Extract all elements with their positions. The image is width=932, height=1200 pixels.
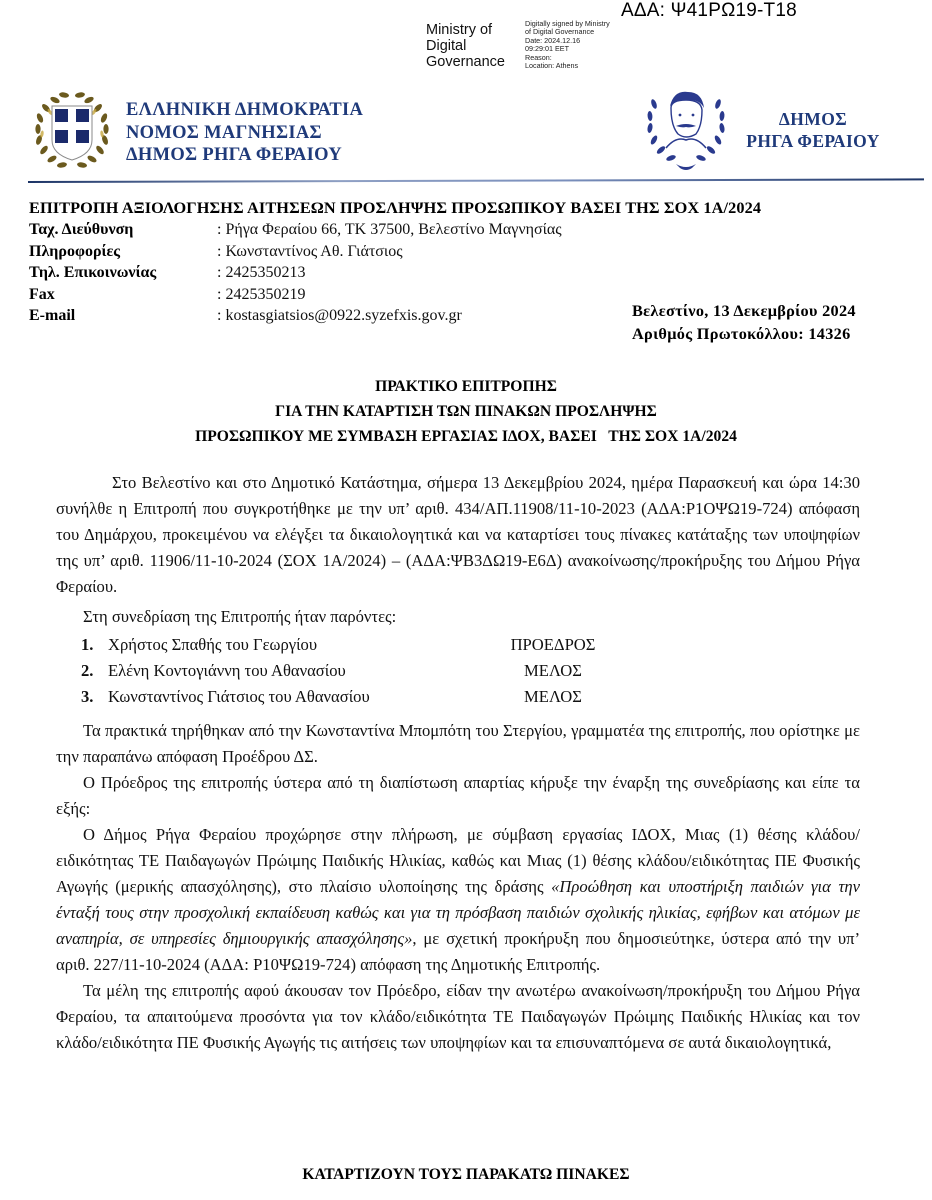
contact-value: : Κωνσταντίνος Αθ. Γιάτσιος <box>217 242 403 260</box>
contact-label: E-mail <box>29 307 76 325</box>
member-number: 2. <box>81 661 94 680</box>
contact-row-email <box>29 305 562 327</box>
place-date: Βελεστίνο, 13 Δεκεμβρίου 2024 <box>632 301 856 320</box>
paragraph-quorum: Ο Πρόεδρος της επιτροπής ύστερα από τη διαπίστωση απαρτίας κήρυξε την έναρξη της συνεδρίασης και είπε τα εξής: <box>56 773 860 818</box>
contact-value: : 2425350213 <box>217 264 306 282</box>
header-divider <box>28 178 924 183</box>
municipality-brand-line: ΔΗΜΟΣ <box>778 109 848 129</box>
signature-ministry-line: Ministry of <box>426 22 493 38</box>
title-line: ΠΡΑΚΤΙΚΟ ΕΠΙΤΡΟΠΗΣ <box>375 378 557 395</box>
committee-title: ΕΠΙΤΡΟΠΗ ΑΞΙΟΛΟΓΗΣΗΣ ΑΙΤΗΣΕΩΝ ΠΡΟΣΛΗΨΗΣ ΠΡΟΣΩΠΙΚΟΥ ΒΑΣΕΙ ΤΗΣ ΣΟΧ 1Α/2024 <box>29 198 762 217</box>
contact-value: : Ρήγα Φεραίου 66, ΤΚ 37500, Βελεστίνο Μαγνησίας <box>217 221 562 238</box>
member-number: 3. <box>81 687 94 706</box>
contact-row-address <box>29 219 562 241</box>
contact-row-fax <box>29 284 562 306</box>
contact-value: : 2425350219 <box>217 285 306 303</box>
contact-label: Τηλ. Επικοινωνίας <box>29 264 157 282</box>
member-row <box>81 658 860 684</box>
contact-info <box>29 219 562 327</box>
member-role: ΜΕΛΟΣ <box>524 661 582 680</box>
member-role: ΜΕΛΟΣ <box>524 687 582 706</box>
rigas-feraios-municipality-logo-icon <box>640 86 732 172</box>
protocol-number: Αριθμός Πρωτοκόλλου: 14326 <box>632 324 851 343</box>
signature-detail-line: Reason: <box>525 52 552 62</box>
position-text: Ο Δήμος Ρήγα Φεραίου προχώρησε στην πλήρωση, με σύμβαση εργασίας ΙΔΟΧ, Μιας (1) θέσης κλάδου/ειδικότητας ΤΕ Παιδαγωγών Πρώιμης Παιδικής Ηλικίας, καθώς και Μιας (1) θέσης κλάδου/ειδικότητας ΠΕ Φυσικής Αγωγής (μερικής απασχόλησης), στο πλαίσιο υλοποίησης της δράσης <box>56 825 860 896</box>
signature-ministry-line: Governance <box>426 54 505 70</box>
contact-label: Ταχ. Διεύθυνση <box>29 221 134 238</box>
member-name: Ελένη Κοντογιάννη του Αθανασίου <box>108 661 346 680</box>
member-number: 1. <box>81 635 94 654</box>
present-intro: Στη συνεδρίαση της Επιτροπής ήταν παρόντες: <box>83 607 397 626</box>
date-protocol-block <box>632 299 856 345</box>
member-role: ΠΡΟΕΔΡΟΣ <box>510 635 596 654</box>
signature-detail-line: Date: 2024.12.16 <box>525 35 581 45</box>
paragraph-position-details <box>56 822 860 978</box>
position-text-end: , με σχετική προκήρυξη που δημοσιεύτηκε, ύστερα από την υπ’ αριθ. 227/11-10-2024 (ΑΔΑ: Ρ10ΨΩ19-724) απόφαση της Δημοτικής Επιτροπής. <box>56 929 860 974</box>
paragraph-secretary: Τα πρακτικά τηρήθηκαν από την Κωνσταντίνα Μπομπότη του Στεργίου, γραμματέα της επιτροπής, που ορίστηκε με την παραπάνω απόφαση Προέδρου ΔΣ. <box>56 721 860 766</box>
member-name: Κωνσταντίνος Γιάτσιος του Αθανασίου <box>108 687 370 706</box>
document-body <box>56 470 860 1056</box>
contact-row-information <box>29 241 562 263</box>
greek-coat-of-arms-icon <box>30 88 114 172</box>
contact-label: Fax <box>29 285 55 303</box>
title-line: ΓΙΑ ΤΗΝ ΚΑΤΑΡΤΙΣΗ ΤΩΝ ΠΙΝΑΚΩΝ ΠΡΟΣΛΗΨΗΣ <box>275 403 657 420</box>
paragraph-review: Τα μέλη της επιτροπής αφού άκουσαν τον Πρόεδρο, είδαν την ανωτέρω ανακοίνωση/προκήρυξη του Δήμου Ρήγα Φεραίου, τα απαιτούμενα προσόντα για τον κλάδο/ειδικότητα ΤΕ Παιδαγωγών Πρώιμης Παιδικής Ηλικίας και τον κλάδο/ειδικότητα ΠΕ Φυσικής Αγωγής τις αιτήσεις των υποψηφίων και τα επισυναπτόμενα σε αυτά δικαιολογητικά, <box>56 981 860 1052</box>
title-line: ΠΡΟΣΩΠΙΚΟΥ ΜΕ ΣΥΜΒΑΣΗ ΕΡΓΑΣΙΑΣ ΙΔΟΧ, ΒΑΣΕΙ ΤΗΣ ΣΟΧ 1Α/2024 <box>195 428 737 445</box>
members-list <box>81 632 860 710</box>
signature-ministry-line: Digital <box>426 38 467 54</box>
signature-detail-line: of Digital Governance <box>525 27 595 37</box>
email-link[interactable]: : kostasgiatsios@0922.syzefxis.gov.gr <box>217 307 462 325</box>
signature-detail-line: Digitally signed by Ministry <box>525 19 610 28</box>
program-title: «Προώθηση και υποστήριξη παιδιών για την ένταξή τους στην προσχολική εκπαίδευση καθώς και για τη πρόσβαση παιδιών σχολικής ηλικίας, εφήβων και ατόμων με αναπηρία, σε υπηρεσίες δημιουργικής απασχόλησης» <box>56 877 860 948</box>
signature-ministry-name <box>426 22 505 70</box>
contact-row-phone <box>29 262 562 284</box>
member-name: Χρήστος Σπαθής του Γεωργίου <box>108 635 318 654</box>
signature-detail-line: Location: Athens <box>525 61 579 71</box>
municipality-brand-block <box>738 108 888 152</box>
signature-details <box>525 20 610 70</box>
header-issuer-block <box>126 99 363 167</box>
header-country: ΕΛΛΗΝΙΚΗ ΔΗΜΟΚΡΑΤΙΑ <box>126 100 364 120</box>
member-row <box>81 632 860 658</box>
closing-heading: ΚΑΤΑΡΤΙΖΟΥΝ ΤΟΥΣ ΠΑΡΑΚΑΤΩ ΠΙΝΑΚΕΣ <box>302 1166 630 1183</box>
paragraph-meeting-intro: Στο Βελεστίνο και στο Δημοτικό Κατάστημα, σήμερα 13 Δεκεμβρίου 2024, ημέρα Παρασκευή και ώρα 14:30 συνήλθε η Επιτροπή που συγκροτήθηκε με την υπ’ αριθ. 434/ΑΠ.11908/11-10-2023 (ΑΔΑ:Ρ1ΟΨΩ19-724) απόφαση του Δημάρχου, προκειμένου να ελέγξει τα δικαιολογητικά και να καταρτίσει τους πίνακες κατάταξης των υποψηφίων της υπ’ αριθ. 11906/11-10-2024 (ΣΟΧ 1Α/2024) – (ΑΔΑ:ΨΒ3ΔΩ19-Ε6Δ) ανακοίνωσης/προκήρυξης του Δήμου Ρήγα Φεραίου. <box>56 473 860 596</box>
ada-code: ΑΔΑ: Ψ41ΡΩ19-Τ18 <box>621 0 797 21</box>
header-municipality: ΔΗΜΟΣ ΡΗΓΑ ΦΕΡΑΙΟΥ <box>126 145 343 165</box>
signature-detail-line: 09:29:01 EET <box>525 44 569 54</box>
header-prefecture: ΝΟΜΟΣ ΜΑΓΝΗΣΙΑΣ <box>126 122 322 143</box>
municipality-brand-line: ΡΗΓΑ ΦΕΡΑΙΟΥ <box>746 131 880 151</box>
contact-label: Πληροφορίες <box>29 242 121 260</box>
member-row <box>81 684 860 710</box>
document-title <box>0 374 932 449</box>
